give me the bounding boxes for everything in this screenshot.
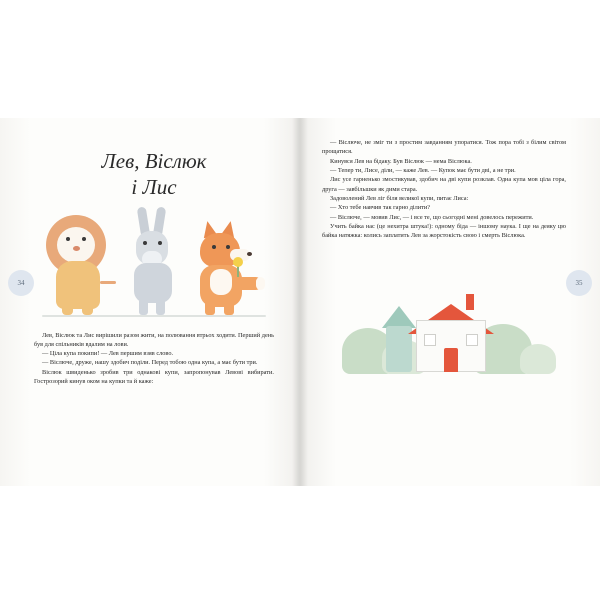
book-spread	[0, 118, 600, 486]
fox-leg-right	[224, 301, 234, 315]
donkey-body	[134, 263, 172, 303]
paragraph: Лев, Віслюк та Лис вирішили разом жити, на полювання втрьох ходити. Перший день був для спільників вдалим на лови.	[34, 331, 274, 348]
lion-tail	[100, 281, 116, 284]
page-number-right: 35	[566, 270, 592, 296]
paragraph: Кинувся Лев на бідаку. Був Віслюк — нема Віслюка.	[330, 157, 472, 165]
page-number-left: 34	[8, 270, 34, 296]
donkey-leg-left	[139, 301, 148, 315]
lion-figure	[44, 215, 118, 315]
lion-face	[57, 227, 95, 263]
house-window	[424, 334, 436, 346]
chapter-title	[34, 148, 274, 201]
lion-nose	[73, 246, 80, 251]
lion-eye-right	[82, 237, 86, 241]
fox-chest	[210, 269, 232, 295]
paragraph: — Віслюче, не зміг ти з простим завданням упоратися. Тож пора тобі з білим світом прощатися.	[322, 139, 566, 156]
flower-icon	[233, 257, 243, 267]
right-page	[300, 118, 600, 486]
right-page-text	[322, 138, 566, 240]
paragraph: Віслюк швиденько зробив три однакові купи, запропонував Левові вибирати. Гострозорий кинув оком на купки та й каже:	[34, 368, 274, 386]
chapter-title-line2: і Лис	[131, 175, 177, 200]
fox-nose	[247, 252, 252, 256]
lion-donkey-fox-illustration	[38, 207, 270, 323]
lion-leg-left	[62, 299, 73, 315]
left-page	[0, 118, 300, 486]
paragraph: Лис усе гарненько змостикував, здобич на дві купи розклав. Одна купа мов ціла гора, друга — завбільшки як дими стара.	[322, 176, 566, 193]
donkey-eye-left	[143, 241, 147, 245]
house	[408, 288, 494, 372]
bush	[520, 344, 556, 374]
left-page-text	[34, 331, 274, 387]
house-door	[444, 348, 458, 372]
paragraph: — Тепер ти, Лисе, діли, — каже Лев. — Купок має бути дві, а не три.	[330, 166, 516, 174]
paragraph: — Віслюче, друже, нашу здобич поділи. Перед тобою одна купа, а має бути три.	[42, 359, 258, 367]
ground-line	[42, 315, 266, 317]
paragraph: Задоволений Лев ліг біля великої купи, питає Лиса:	[330, 194, 469, 202]
fox-eye-left	[212, 245, 216, 249]
house-window	[466, 334, 478, 346]
donkey-leg-right	[156, 301, 165, 315]
paragraph: — Ціла купа покипи! — Лев першим взяв слово.	[42, 350, 174, 358]
fox-eye-right	[226, 245, 230, 249]
fox-figure	[190, 219, 264, 315]
lion-leg-right	[82, 299, 93, 315]
fox-leg-left	[205, 301, 215, 315]
paragraph: — Хто тебе навчив так гарно ділити?	[330, 204, 431, 212]
lion-eye-left	[66, 237, 70, 241]
donkey-eye-right	[158, 241, 162, 245]
paragraph: — Віслюче, — мовив Лис, — і все те, що сьогодні мені довелось пережити.	[330, 213, 534, 221]
chapter-title-line1: Лев, Віслюк	[101, 149, 207, 173]
paragraph: Учить байка нас (це нехитра штука!): одному біда — іншому наука. І ще на деяку цю байка натяжка: колись заплатить Лев за жорстокість свою і смерть Віслюка.	[322, 222, 566, 240]
house-with-bushes-illustration	[324, 254, 564, 382]
fox-tail-tip	[256, 277, 265, 290]
donkey-figure	[124, 207, 186, 315]
